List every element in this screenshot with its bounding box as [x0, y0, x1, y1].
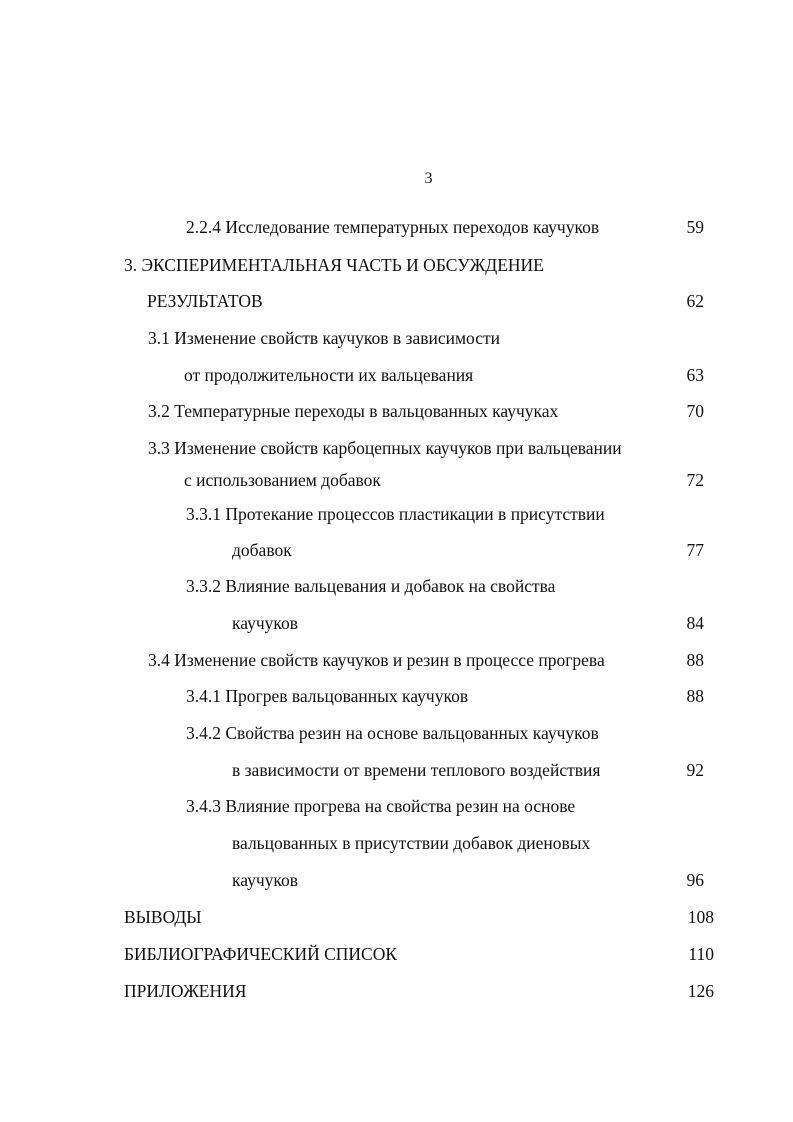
toc-entry-3-cont[interactable]: РЕЗУЛЬТАТОВ	[147, 291, 263, 311]
toc-page-3-3-2: 84	[686, 613, 704, 633]
toc-entry-3-3-1[interactable]: 3.3.1 Протекание процессов пластикации в присутствии	[186, 504, 605, 524]
toc-entry-3-3-1-cont[interactable]: добавок	[232, 540, 292, 560]
toc-entry-3-4-3[interactable]: 3.4.3 Влияние прогрева на свойства резин на основе	[186, 796, 576, 816]
toc-entry-3-1-cont[interactable]: от продолжительности их вальцевания	[184, 365, 474, 385]
toc-page-3-4-1: 88	[686, 686, 704, 706]
toc-entry-3-4-1[interactable]: 3.4.1 Прогрев вальцованных каучуков	[186, 686, 469, 706]
toc-entry-3-4-2[interactable]: 3.4.2 Свойства резин на основе вальцованных каучуков	[186, 723, 599, 743]
toc-entry-3-4-3-cont1[interactable]: вальцованных в присутствии добавок диеновых	[232, 833, 591, 853]
toc-page-2-2-4: 59	[686, 217, 704, 237]
toc-entry-appendices[interactable]: ПРИЛОЖЕНИЯ	[124, 981, 247, 1001]
toc-page-3-2: 70	[686, 401, 704, 421]
toc-page-appendices: 126	[687, 981, 714, 1001]
toc-page-conclusions: 108	[687, 907, 714, 927]
toc-entry-3-3-2[interactable]: 3.3.2 Влияние вальцевания и добавок на свойства	[186, 576, 556, 596]
toc-page-3-3: 72	[686, 470, 704, 490]
toc-entry-3-4-2-cont[interactable]: в зависимости от времени теплового воздействия	[232, 760, 601, 780]
toc-entry-3-3-2-cont[interactable]: каучуков	[232, 613, 299, 633]
toc-page-3-4: 88	[686, 650, 704, 670]
toc-entry-3-2[interactable]: 3.2 Температурные переходы в вальцованных каучуках	[148, 401, 559, 421]
page-number: 3	[424, 170, 433, 187]
toc-entry-2-2-4[interactable]: 2.2.4 Исследование температурных переходов каучуков	[186, 217, 600, 237]
toc-entry-3-1[interactable]: 3.1 Изменение свойств каучуков в зависимости	[148, 328, 501, 348]
toc-page-3-3-1: 77	[686, 540, 704, 560]
toc-page-3: 62	[686, 291, 704, 311]
toc-entry-3-4-3-cont2[interactable]: каучуков	[232, 870, 299, 890]
toc-entry-conclusions[interactable]: ВЫВОДЫ	[124, 907, 202, 927]
toc-page-bibliography: 110	[688, 944, 714, 964]
toc-page-3-4-3: 96	[686, 870, 704, 890]
toc-page-3-1: 63	[686, 365, 704, 385]
toc-page-3-4-2: 92	[686, 760, 704, 780]
toc-entry-3-3-cont[interactable]: с использованием добавок	[184, 470, 381, 490]
toc-entry-3-3[interactable]: 3.3 Изменение свойств карбоцепных каучуков при вальцевании	[148, 438, 622, 458]
toc-entry-3[interactable]: 3. ЭКСПЕРИМЕНТАЛЬНАЯ ЧАСТЬ И ОБСУЖДЕНИЕ	[124, 255, 544, 275]
toc-entry-bibliography[interactable]: БИБЛИОГРАФИЧЕСКИЙ СПИСОК	[124, 944, 398, 964]
toc-entry-3-4[interactable]: 3.4 Изменение свойств каучуков и резин в процессе прогрева	[148, 650, 605, 670]
